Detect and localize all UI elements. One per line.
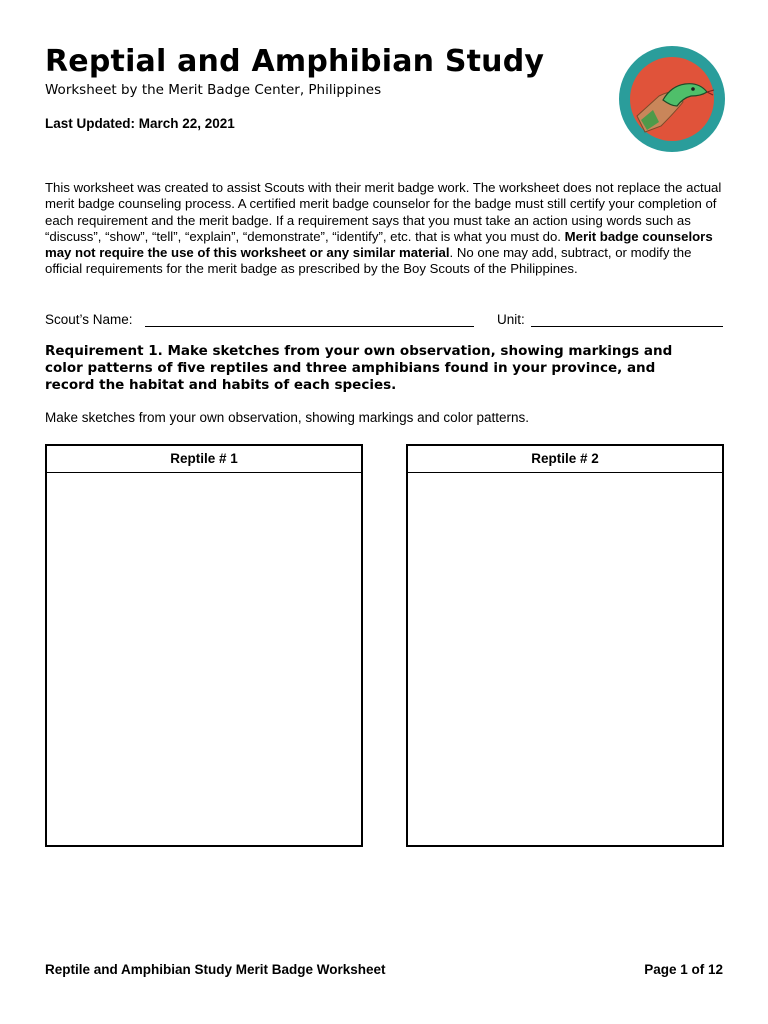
last-updated: Last Updated: March 22, 2021 [45,116,235,131]
page-title: Reptial and Amphibian Study [45,44,545,79]
name-unit-row [45,312,725,330]
sketch-box-reptile-1 [45,444,363,847]
intro-text-end: . No one may add, subtract, or modify the official requirements for the merit badge as prescribed by the Boy Scouts of the Philippines. [45,245,692,277]
unit-label: Unit: [497,312,525,327]
subtitle: Worksheet by the Merit Badge Center, Philippines [45,82,382,98]
sketch-box-reptile-2 [406,444,724,847]
footer-title: Reptile and Amphibian Study Merit Badge Worksheet [45,962,386,977]
sketch-area[interactable] [47,473,361,844]
sketch-box-label: Reptile # 1 [47,446,361,473]
scout-name-label: Scout’s Name: [45,312,133,327]
intro-text: This worksheet was created to assist Scouts with their merit badge work. The worksheet does not replace the actual merit badge counseling process. A certified merit badge counselor for the badge must still certify your completion of each requirement and the merit badge. If a requirement says that you must take an action using words such as “discuss”, “show”, “tell”, “explain”, “demonstrate”, “identify”, etc. that is what you must do. [45,180,722,244]
scout-name-field[interactable] [145,326,474,327]
unit-field[interactable] [531,326,723,327]
intro-bold-text: Merit badge counselors may not require the use of this worksheet or any similar material [45,228,713,261]
lizard-badge-icon [619,46,725,152]
requirement-instruction: Make sketches from your own observation, showing markings and color patterns. [45,410,529,425]
page-number: Page 1 of 12 [644,962,723,977]
sketch-area[interactable] [408,473,722,844]
intro-paragraph [45,180,725,278]
sketch-box-label: Reptile # 2 [408,446,722,473]
requirement-heading: Requirement 1. Make sketches from your own observation, showing markings and color patterns of five reptiles and three amphibians found in your province, and record the habitat and habits of each species. [45,343,673,393]
